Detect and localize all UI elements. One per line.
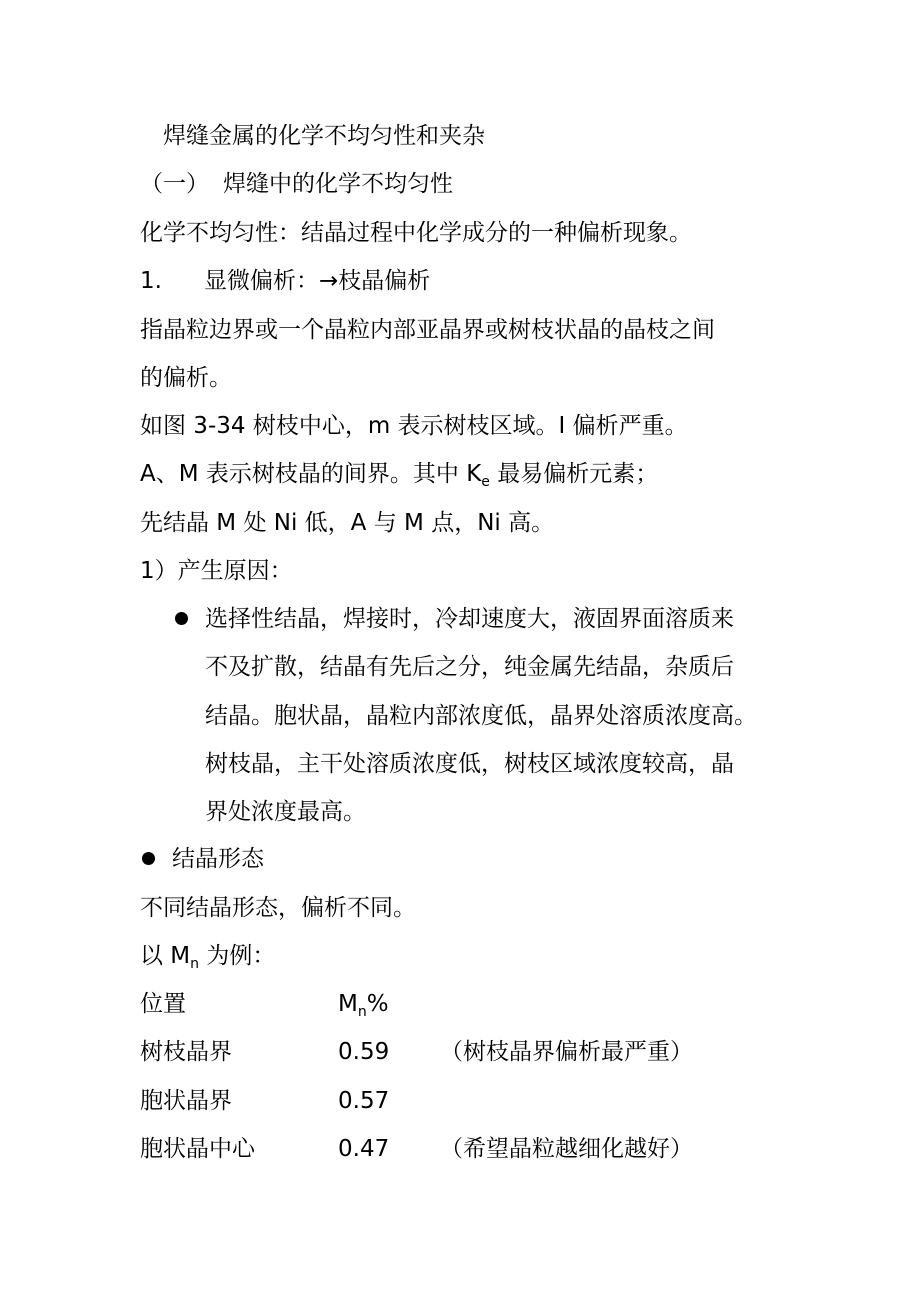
- document-title: 焊缝金属的化学不均匀性和夹杂: [163, 123, 485, 149]
- item-text: 显微偏析：→枝晶偏析: [203, 268, 431, 294]
- bullet-line: 选择性结晶，焊接时，冷却速度大，液固界面溶质来: [205, 606, 734, 632]
- bullet-icon: [175, 612, 188, 625]
- paragraph-line: [140, 941, 275, 971]
- paragraph-line: 的偏析。: [140, 365, 232, 391]
- text-run: %: [366, 991, 389, 1017]
- header-position: 位置: [140, 991, 186, 1017]
- bullet-line: 界处浓度最高。: [205, 799, 366, 825]
- header-value: [338, 989, 389, 1019]
- text-run: 最易偏析元素；: [489, 461, 659, 487]
- paragraph-line: 指晶粒边界或一个晶粒内部亚晶界或树枝状晶的晶枝之间: [140, 317, 715, 343]
- numbered-item: [140, 266, 430, 296]
- cell-position: 胞状晶界: [140, 1088, 232, 1114]
- bullet-line: 树枝晶，主干处溶质浓度低，树枝区域浓度较高，晶: [205, 751, 734, 777]
- section-heading: [140, 169, 453, 199]
- cell-note: （希望晶粒越细化越好）: [440, 1136, 693, 1162]
- subscript: n: [357, 1004, 367, 1020]
- text-run: M: [338, 991, 358, 1017]
- section-title: 焊缝中的化学不均匀性: [223, 171, 453, 197]
- text-run: 以 M: [140, 943, 191, 969]
- bullet-line: 结晶。胞状晶，晶粒内部浓度低，晶界处溶质浓度高。: [205, 703, 757, 729]
- definition-line: 化学不均匀性：结晶过程中化学成分的一种偏析现象。: [140, 220, 692, 246]
- subsection-heading: 1）产生原因：: [140, 558, 293, 584]
- text-run: 为例：: [199, 943, 276, 969]
- paragraph-line: 先结晶 M 处 Ni 低，A 与 M 点，Ni 高。: [140, 510, 555, 536]
- paragraph-line: 不同结晶形态，偏析不同。: [140, 895, 416, 921]
- section-label: （一）: [140, 171, 209, 197]
- bullet-icon: [142, 852, 155, 865]
- cell-value: 0.59: [338, 1039, 390, 1065]
- cell-position: 树枝晶界: [140, 1039, 232, 1065]
- bullet-line: 不及扩散，结晶有先后之分，纯金属先结晶，杂质后: [205, 654, 734, 680]
- text-run: A、M 表示树枝晶的间界。其中 K: [140, 461, 482, 487]
- subscript: n: [190, 956, 200, 972]
- cell-position: 胞状晶中心: [140, 1136, 255, 1162]
- bullet-line: 结晶形态: [172, 846, 264, 872]
- cell-value: 0.47: [338, 1136, 390, 1162]
- cell-value: 0.57: [338, 1088, 390, 1114]
- subscript: e: [481, 474, 490, 490]
- paragraph-line: [140, 459, 658, 489]
- item-number: 1.: [140, 268, 162, 294]
- cell-note: （树枝晶界偏析最严重）: [440, 1039, 693, 1065]
- paragraph-line: 如图 3-34 树枝中心，m 表示树枝区域。I 偏析严重。: [140, 413, 688, 439]
